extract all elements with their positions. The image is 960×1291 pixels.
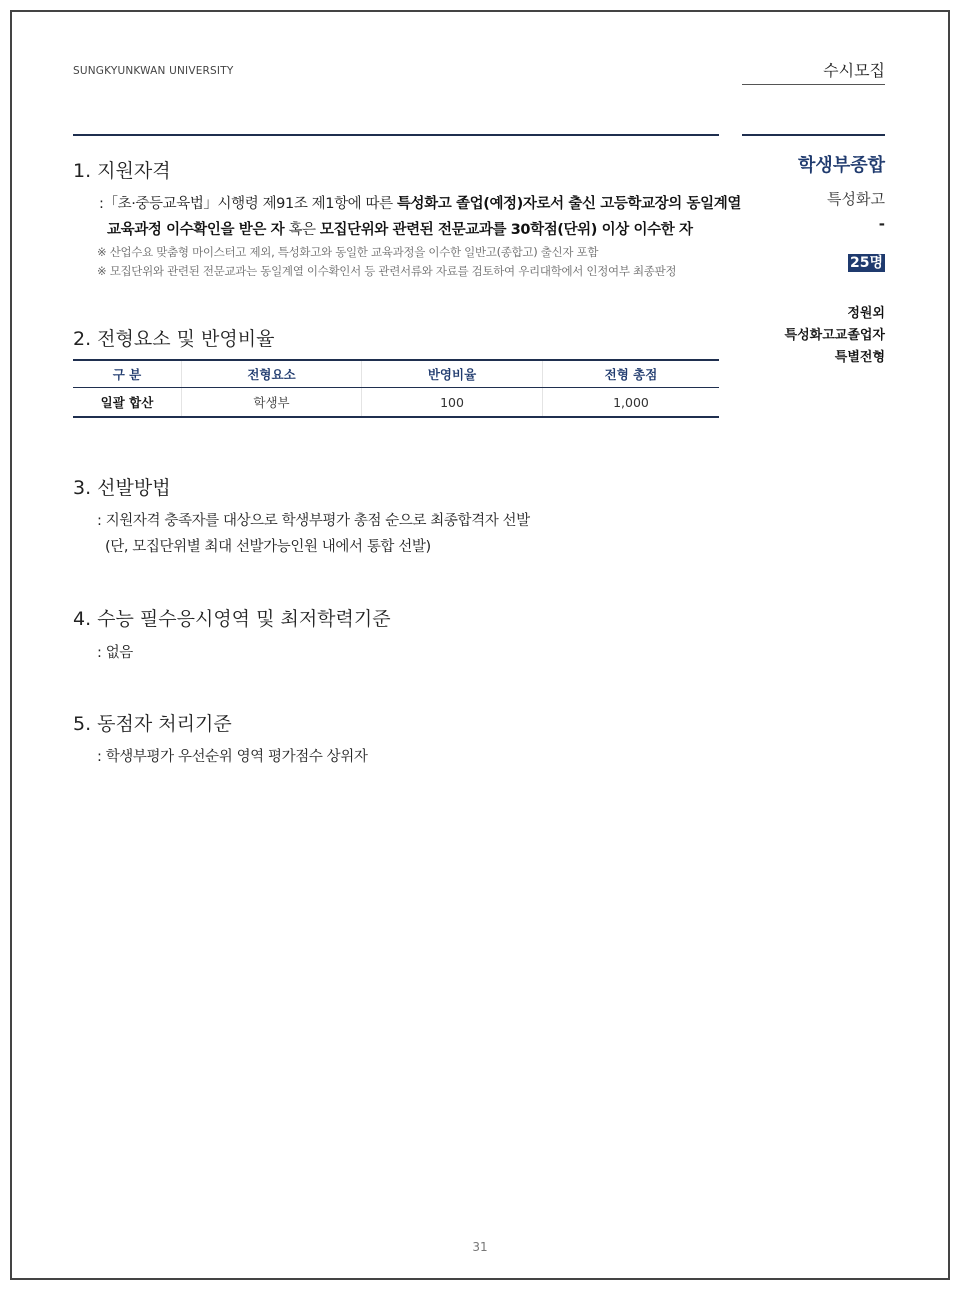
table-row (73, 388, 719, 418)
eligibility-bold-2a: 교육과정 이수확인을 받은 자 (107, 222, 285, 238)
sidebar-subtitle: 특성화고 (827, 190, 885, 208)
page-number: 31 (472, 1240, 488, 1254)
sidebar-title: 학생부종합 (798, 155, 885, 176)
eligibility-note-2: ※ 모집단위와 관련된 전문교과는 동일계열 이수확인서 등 관련서류와 자료를 검토하여 우리대학에서 인정여부 최종판정 (97, 264, 677, 278)
selection-line-2: (단, 모집단위별 최대 선발가능인원 내에서 통합 선발) (105, 539, 431, 555)
table-header: 반영비율 (362, 360, 543, 388)
evaluation-table (73, 359, 719, 418)
table-cell: 일괄 합산 (73, 388, 182, 418)
eligibility-prefix: :「초·중등교육법」시행령 제91조 제1항에 따른 (99, 196, 397, 212)
sidebar-note-line: 특성화고교졸업자 (784, 328, 885, 343)
table-header-row (73, 360, 719, 388)
sidebar-dash: - (878, 215, 885, 233)
sidebar-note (742, 303, 885, 369)
header-divider (742, 84, 885, 85)
table-cell: 학생부 (182, 388, 362, 418)
section-label: 수시모집 (823, 61, 885, 80)
table-cell: 1,000 (543, 388, 720, 418)
section-3-title: 3. 선발방법 (73, 477, 171, 499)
eligibility-note-1: ※ 산업수요 맞춤형 마이스터고 제외, 특성화고와 동일한 교육과정을 이수한 일반고(종합고) 출신자 포함 (97, 245, 599, 259)
table-header: 전형 총점 (543, 360, 720, 388)
eligibility-line-1 (99, 192, 741, 213)
min-standard-line: : 없음 (97, 645, 133, 661)
section-5-title: 5. 동점자 처리기준 (73, 713, 232, 735)
sidebar-note-line: 특별전형 (834, 350, 885, 365)
table-header: 전형요소 (182, 360, 362, 388)
sidebar-top-rule (742, 134, 885, 136)
table-header: 구 분 (73, 360, 182, 388)
section-4-title: 4. 수능 필수응시영역 및 최저학력기준 (73, 608, 391, 630)
table-cell: 100 (362, 388, 543, 418)
selection-line-1: : 지원자격 충족자를 대상으로 학생부평가 총점 순으로 최종합격자 선발 (97, 513, 530, 529)
eligibility-line-2 (107, 218, 693, 239)
tiebreak-line: : 학생부평가 우선순위 영역 평가점수 상위자 (97, 749, 368, 765)
section-1-title: 1. 지원자격 (73, 160, 171, 182)
sidebar-count-badge: 25명 (849, 255, 883, 271)
eligibility-bold-2b: 모집단위와 관련된 전문교과를 30학점(단위) 이상 이수한 자 (319, 222, 693, 238)
eligibility-bold-1: 특성화고 졸업(예정)자로서 출신 고등학교장의 동일계열 (396, 196, 741, 212)
eligibility-mid: 혹은 (284, 222, 320, 238)
university-name: SUNGKYUNKWAN UNIVERSITY (73, 65, 234, 77)
sidebar-note-line: 정원외 (847, 306, 885, 321)
main-top-rule (73, 134, 719, 136)
section-2-title: 2. 전형요소 및 반영비율 (73, 328, 275, 350)
sidebar-count-wrap (742, 252, 885, 272)
